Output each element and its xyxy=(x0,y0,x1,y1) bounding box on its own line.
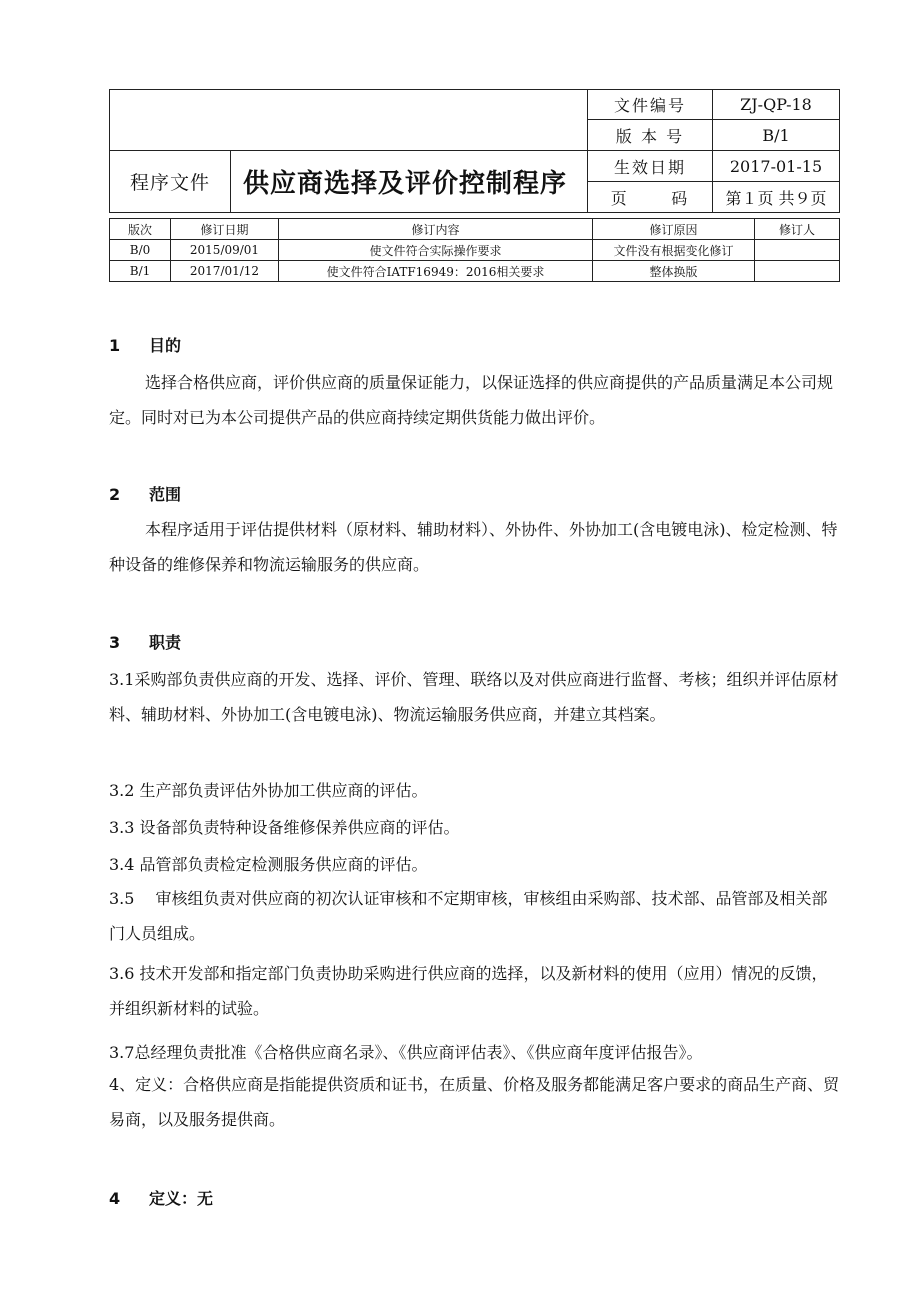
section-title: 定义：无 xyxy=(149,1189,214,1208)
item-3-7: 3.7总经理负责批准《合格供应商名录》、《供应商评估表》、《供应商年度评估报告》。 xyxy=(109,1043,703,1062)
item-3-4: 3.4 品管部负责检定检测服务供应商的评估。 xyxy=(109,855,428,874)
doc-number-label: 文件编号 xyxy=(588,90,713,120)
header-blank-cell xyxy=(110,90,588,120)
item-3-2: 3.2 生产部负责评估外协加工供应商的评估。 xyxy=(109,781,428,800)
section-1-heading xyxy=(109,333,181,356)
rev-cell: 2015/09/01 xyxy=(171,240,279,261)
rev-cell: 使文件符合IATF16949：2016相关要求 xyxy=(279,261,593,282)
section-title: 范围 xyxy=(149,485,182,504)
page-label: 页 码 xyxy=(588,182,713,213)
section-2-body: 本程序适用于评估提供材料（原材料、辅助材料）、外协件、外协加工(含电镀电泳)、检定检测、特种设备的维修保养和物流运输服务的供应商。 xyxy=(109,520,838,574)
section-number: 2 xyxy=(109,485,121,504)
rev-cell xyxy=(755,240,840,261)
section-1-body: 选择合格供应商，评价供应商的质量保证能力，以保证选择的供应商提供的产品质量满足本公司规定。同时对已为本公司提供产品的供应商持续定期供货能力做出评价。 xyxy=(109,373,834,427)
revision-table-header xyxy=(110,219,840,240)
rev-cell: B/1 xyxy=(110,261,171,282)
rev-cell: 整体换版 xyxy=(593,261,755,282)
rev-cell: 2017/01/12 xyxy=(171,261,279,282)
revision-table xyxy=(109,218,840,282)
section-number: 1 xyxy=(109,336,121,355)
rev-cell: 文件没有根据变化修订 xyxy=(593,240,755,261)
doc-number-value: ZJ-QP-18 xyxy=(713,90,840,120)
doc-title: 供应商选择及评价控制程序 xyxy=(231,151,588,213)
rev-col-content: 修订内容 xyxy=(279,219,593,240)
rev-cell: B/0 xyxy=(110,240,171,261)
rev-col-author: 修订人 xyxy=(755,219,840,240)
item-3-5: 3.5 审核组负责对供应商的初次认证审核和不定期审核，审核组由采购部、技术部、品管部及相关部门人员组成。 xyxy=(109,889,828,943)
rev-col-version: 版次 xyxy=(110,219,171,240)
rev-cell xyxy=(755,261,840,282)
rev-col-reason: 修订原因 xyxy=(593,219,755,240)
effective-date-value: 2017-01-15 xyxy=(713,151,840,182)
item-3-3: 3.3 设备部负责特种设备维修保养供应商的评估。 xyxy=(109,818,460,837)
document-header-table xyxy=(109,89,840,213)
doc-type: 程序文件 xyxy=(110,151,231,213)
rev-col-date: 修订日期 xyxy=(171,219,279,240)
table-row xyxy=(110,261,840,282)
version-value: B/1 xyxy=(713,120,840,151)
section-title: 目的 xyxy=(149,336,182,355)
section-2-heading xyxy=(109,482,181,505)
section-number: 4 xyxy=(109,1189,121,1208)
item-4-definition: 4、定义：合格供应商是指能提供资质和证书，在质量、价格及服务都能满足客户要求的商品生产商、贸易商，以及服务提供商。 xyxy=(109,1075,840,1129)
section-number: 3 xyxy=(109,633,121,652)
section-title: 职责 xyxy=(149,633,182,652)
table-row xyxy=(110,240,840,261)
version-label: 版 本 号 xyxy=(588,120,713,151)
rev-cell: 使文件符合实际操作要求 xyxy=(279,240,593,261)
page-value: 第１页 共９页 xyxy=(713,182,840,213)
item-3-6: 3.6 技术开发部和指定部门负责协助采购进行供应商的选择，以及新材料的使用（应用）情况的反馈，并组织新材料的试验。 xyxy=(109,964,828,1018)
item-3-1: 3.1采购部负责供应商的开发、选择、评价、管理、联络以及对供应商进行监督、考核；组织并评估原材料、辅助材料、外协加工(含电镀电泳)、物流运输服务供应商，并建立其档案。 xyxy=(109,670,839,724)
section-4-heading xyxy=(109,1186,213,1209)
effective-date-label: 生效日期 xyxy=(588,151,713,182)
header-blank-cell-2 xyxy=(110,120,588,151)
section-3-heading xyxy=(109,630,181,653)
